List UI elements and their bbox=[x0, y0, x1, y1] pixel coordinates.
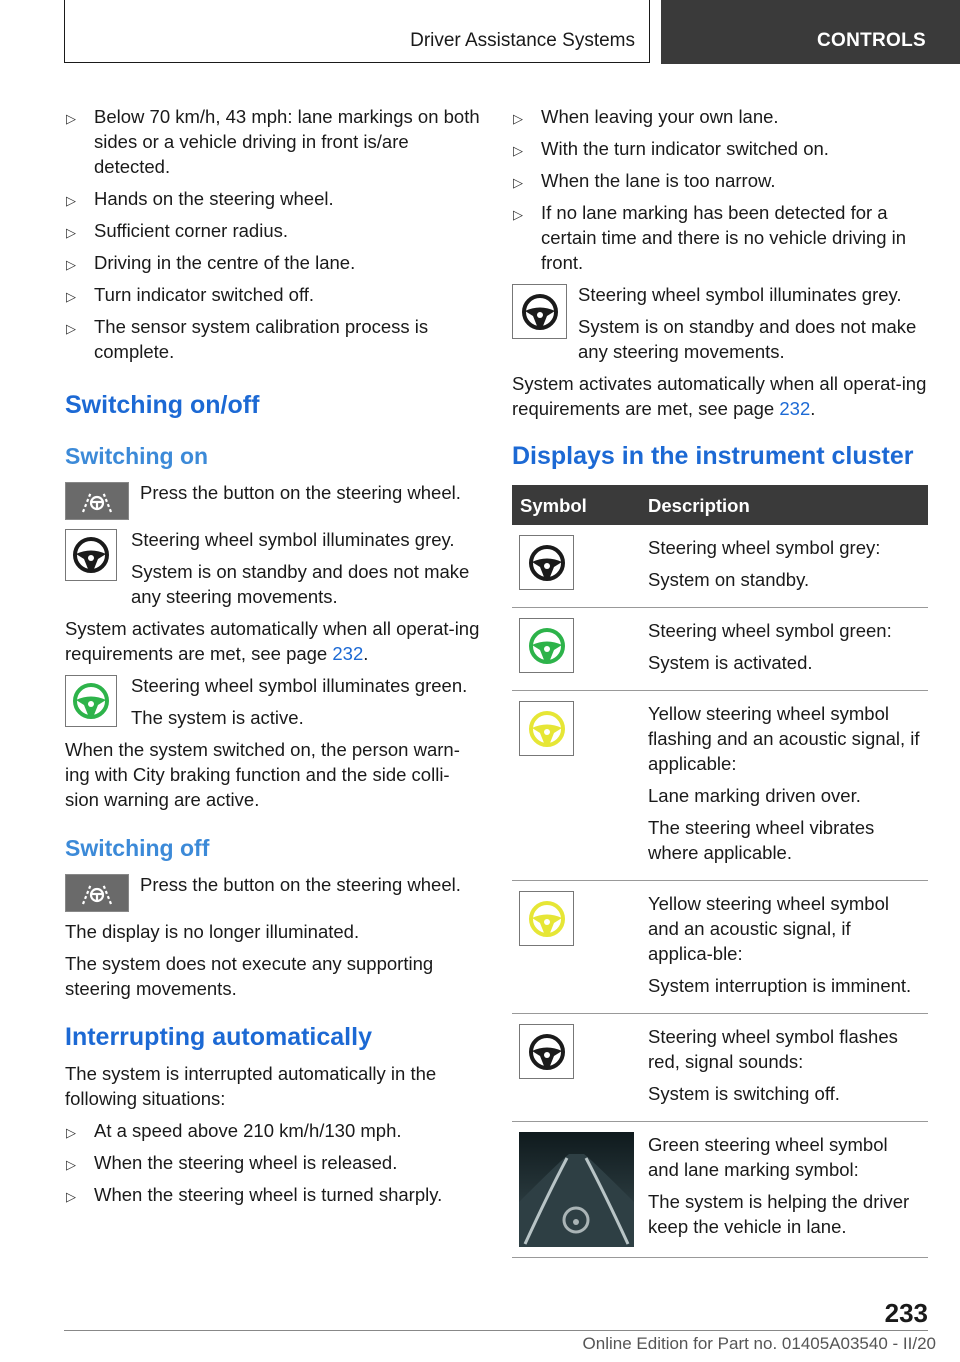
left-column bbox=[65, 104, 483, 1214]
symbol-cell bbox=[512, 525, 640, 608]
steering-wheel-grey-icon bbox=[519, 535, 574, 590]
interrupt-intro: The system is interrupted automatically in the following situations: bbox=[65, 1063, 437, 1109]
page-link-232[interactable]: 232 bbox=[779, 398, 811, 419]
description-line: The steering wheel vibrates where applicable. bbox=[648, 817, 875, 863]
list-item: ▷ When the steering wheel is released. bbox=[65, 1150, 483, 1175]
footer-divider bbox=[64, 1330, 928, 1331]
list-item: ▷ Hands on the steering wheel. bbox=[65, 186, 483, 211]
table-row bbox=[512, 691, 928, 881]
table-header-description: Description bbox=[640, 485, 928, 525]
bullet-triangle-icon: ▷ bbox=[513, 175, 523, 190]
description-line: System on standby. bbox=[648, 569, 810, 590]
bullet-triangle-icon: ▷ bbox=[66, 257, 76, 272]
steering-wheel-yellow-icon bbox=[519, 891, 574, 946]
lane-assist-button-icon bbox=[65, 874, 129, 912]
bullet-triangle-icon: ▷ bbox=[66, 111, 76, 126]
description-cell bbox=[640, 608, 928, 691]
lane-assist-button-icon bbox=[65, 482, 129, 520]
page-number: 233 bbox=[884, 1298, 928, 1328]
button-instruction-on: Press the button on the steering wheel. bbox=[65, 480, 483, 520]
heading-switching-off: Switching off bbox=[65, 835, 210, 861]
bullet-triangle-icon: ▷ bbox=[513, 111, 523, 126]
button-instruction-off: Press the button on the steering wheel. bbox=[65, 872, 483, 912]
auto-activation-text: System activates automatically when all operat-ing requirements are met, see page 232. bbox=[512, 373, 927, 419]
symbol-cell bbox=[512, 881, 640, 1014]
grey-symbol-info: Steering wheel symbol illuminates grey. System is on standby and does not make any steering movements. bbox=[65, 527, 483, 609]
list-item: ▷ When the lane is too narrow. bbox=[512, 168, 930, 193]
section-tab bbox=[64, 0, 650, 63]
steering-wheel-yellow-flashing-icon bbox=[519, 701, 574, 756]
description-line: Steering wheel symbol green: bbox=[648, 620, 892, 641]
list-item: ▷ When the steering wheel is turned sharply. bbox=[65, 1182, 483, 1207]
description-cell bbox=[640, 1014, 928, 1122]
right-column bbox=[512, 104, 930, 1258]
heading-switching-on-off: Switching on/off bbox=[65, 391, 260, 419]
description-line: Yellow steering wheel symbol flashing and an acoustic signal, if applicable: bbox=[648, 703, 920, 774]
symbol-cell bbox=[512, 1122, 640, 1258]
off-text-1: The display is no longer illuminated. bbox=[65, 921, 360, 942]
chapter-title: CONTROLS bbox=[816, 30, 926, 51]
description-line: Steering wheel symbol flashes red, signal sounds: bbox=[648, 1026, 898, 1072]
table-row bbox=[512, 608, 928, 691]
page-link-232[interactable]: 232 bbox=[332, 643, 364, 664]
steering-wheel-grey-icon bbox=[512, 284, 567, 339]
section-title: Driver Assistance Systems bbox=[410, 30, 635, 51]
list-item: ▷ When leaving your own lane. bbox=[512, 104, 930, 129]
description-cell bbox=[640, 525, 928, 608]
description-line: System interruption is imminent. bbox=[648, 975, 912, 996]
steering-wheel-green-icon bbox=[519, 618, 574, 673]
symbol-cell bbox=[512, 691, 640, 881]
table-row bbox=[512, 881, 928, 1014]
description-line: System is switching off. bbox=[648, 1083, 840, 1104]
table-header-symbol: Symbol bbox=[512, 485, 640, 525]
description-cell bbox=[640, 1122, 928, 1258]
grey-symbol-info: Steering wheel symbol illuminates grey. System is on standby and does not make any steering movements. bbox=[512, 282, 930, 364]
off-text-2: The system does not execute any supporting steering movements. bbox=[65, 953, 434, 999]
table-row bbox=[512, 525, 928, 608]
list-item: ▷ The sensor system calibration process is complete. bbox=[66, 316, 429, 362]
when-on-text: When the system switched on, the person warn-ing with City braking function and the side colli-sion warning are active. bbox=[65, 739, 460, 810]
table-row bbox=[512, 1122, 928, 1258]
bullet-triangle-icon: ▷ bbox=[66, 289, 76, 304]
symbol-cell bbox=[512, 608, 640, 691]
bullet-triangle-icon: ▷ bbox=[66, 1189, 76, 1204]
list-item: ▷ With the turn indicator switched on. bbox=[512, 136, 930, 161]
bullet-triangle-icon: ▷ bbox=[66, 225, 76, 240]
bullet-triangle-icon: ▷ bbox=[66, 193, 76, 208]
bullet-triangle-icon: ▷ bbox=[66, 1125, 76, 1140]
steering-wheel-grey-icon bbox=[65, 529, 117, 581]
list-item: ▷ Sufficient corner radius. bbox=[65, 218, 483, 243]
description-line: Steering wheel symbol grey: bbox=[648, 537, 881, 558]
list-item: ▷ If no lane marking has been detected for a certain time and there is no vehicle driving in front. bbox=[513, 202, 907, 273]
heading-switching-on: Switching on bbox=[65, 443, 209, 469]
description-line: The system is helping the driver keep the vehicle in lane. bbox=[648, 1191, 910, 1237]
symbol-cell bbox=[512, 1014, 640, 1122]
list-item: ▷ Turn indicator switched off. bbox=[65, 282, 483, 307]
bullet-triangle-icon: ▷ bbox=[66, 321, 76, 336]
bullet-triangle-icon: ▷ bbox=[66, 1157, 76, 1172]
symbol-table bbox=[512, 485, 928, 1258]
description-line: Lane marking driven over. bbox=[648, 785, 861, 806]
description-cell bbox=[640, 691, 928, 881]
list-item: ▷ At a speed above 210 km/h/130 mph. bbox=[65, 1118, 483, 1143]
steering-wheel-green-icon bbox=[65, 675, 117, 727]
steering-wheel-red-flashing-icon bbox=[519, 1024, 574, 1079]
chapter-tab bbox=[661, 0, 960, 64]
green-symbol-info: Steering wheel symbol illuminates green. The system is active. bbox=[65, 673, 483, 730]
heading-displays: Displays in the instrument cluster bbox=[512, 442, 914, 470]
table-row bbox=[512, 1014, 928, 1122]
description-line: Yellow steering wheel symbol and an acoustic signal, if applica-ble: bbox=[648, 893, 889, 964]
description-line: System is activated. bbox=[648, 652, 813, 673]
heading-interrupting: Interrupting automatically bbox=[65, 1023, 372, 1051]
list-item: ▷ Below 70 km/h, 43 mph: lane markings on both sides or a vehicle driving in front is/are detected. bbox=[66, 106, 480, 177]
bullet-triangle-icon: ▷ bbox=[513, 143, 523, 158]
auto-activation-text: System activates automatically when all operat-ing requirements are met, see page 232. bbox=[65, 618, 480, 664]
list-item: ▷ Driving in the centre of the lane. bbox=[65, 250, 483, 275]
bullet-triangle-icon: ▷ bbox=[513, 207, 523, 222]
edition-text: Online Edition for Part no. 01405A03540 - II/20 bbox=[582, 1334, 936, 1353]
page-header bbox=[64, 0, 960, 64]
description-cell bbox=[640, 881, 928, 1014]
description-line: Green steering wheel symbol and lane marking symbol: bbox=[648, 1134, 888, 1180]
lane-marking-green-wheel-icon bbox=[519, 1132, 634, 1247]
